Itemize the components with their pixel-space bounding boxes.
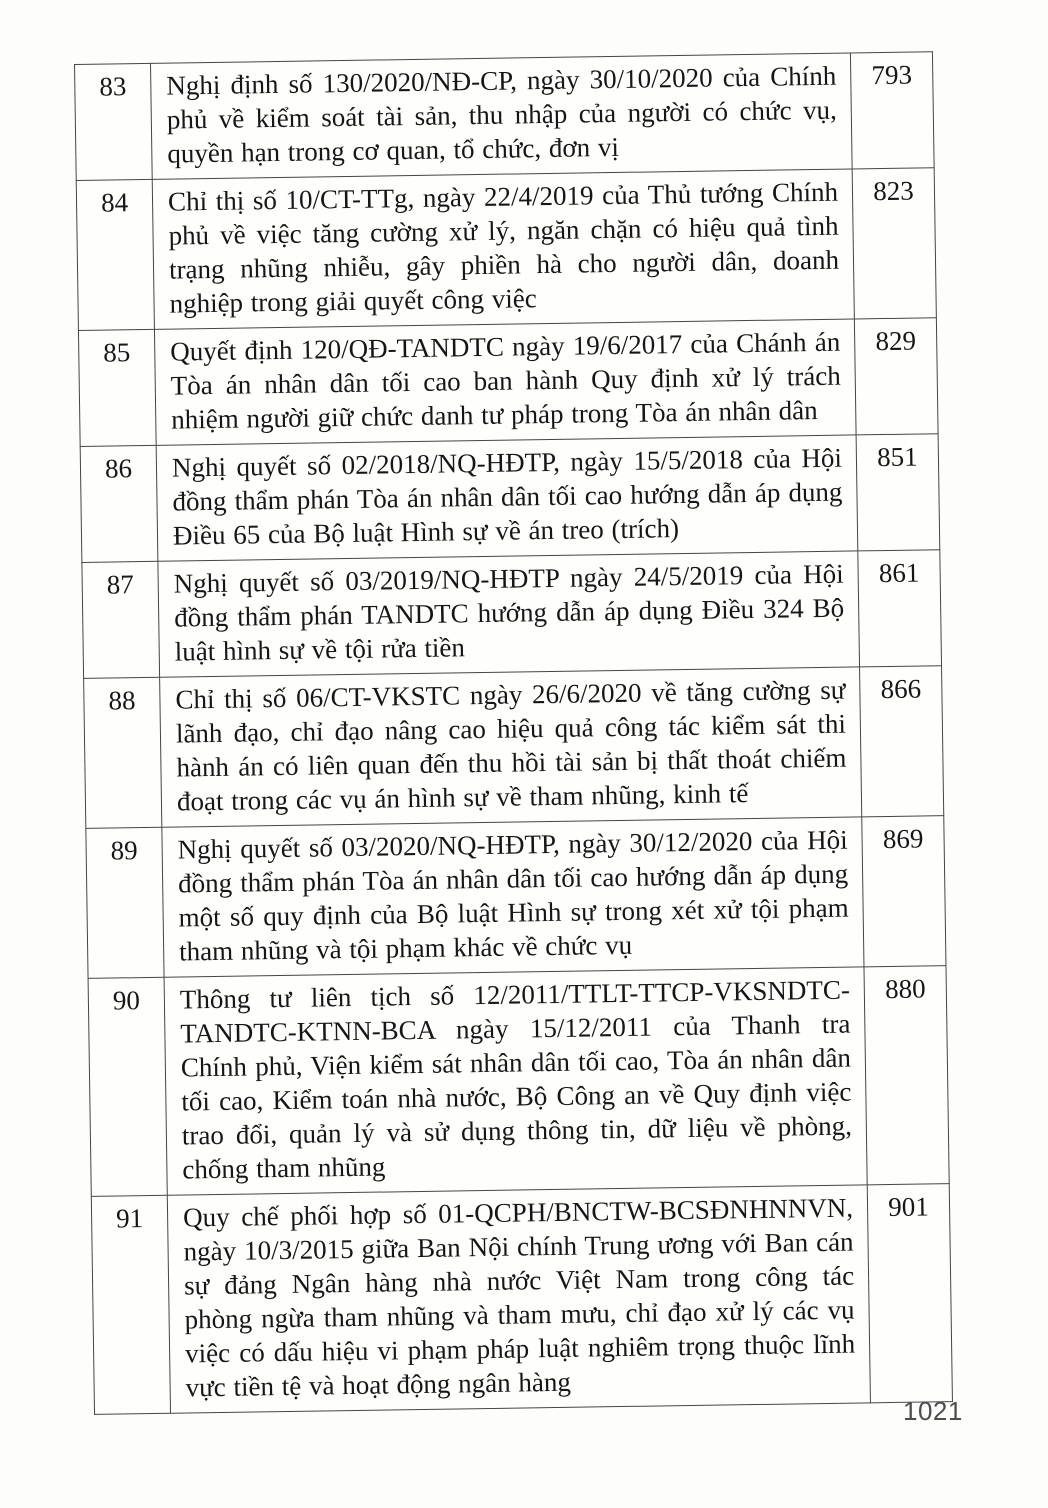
table-row (91, 1184, 952, 1415)
entry-number: 86 (80, 445, 158, 562)
entry-number: 91 (91, 1195, 170, 1414)
table-row (80, 434, 940, 563)
entry-title: Nghị quyết số 02/2018/NQ-HĐTP, ngày 15/5/2018 của Hội đồng thẩm phán Tòa án nhân dân tối cao hướng dẫn áp dụng Điều 65 của Bộ luật Hình sự về án treo (trích) (156, 435, 858, 561)
entry-title: Quy chế phối hợp số 01-QCPH/BNCTW-BCSĐNHNNVN, ngày 10/3/2015 giữa Ban Nội chính Trung ương với Ban cán sự đảng Ngân hàng nhà nước Việt Nam trong công tác phòng ngừa tham nhũng và tham mưu, chỉ đạo xử lý các vụ việc có dấu hiệu vi phạm pháp luật nghiêm trọng thuộc lĩnh vực tiền tệ và hoạt động ngân hàng (167, 1185, 870, 1413)
entry-title: Chỉ thị số 10/CT-TTg, ngày 22/4/2019 của Thủ tướng Chính phủ về việc tăng cường xử lý, ngăn chặn có hiệu quả tình trạng nhũng nhiễu, gây phiền hà cho người dân, doanh nghiệp trong giải quyết công việc (152, 169, 854, 329)
entry-page-number: 861 (858, 550, 942, 667)
table-row (88, 966, 949, 1197)
entry-number: 85 (78, 329, 156, 446)
table-row (75, 52, 935, 181)
toc-table (74, 51, 953, 1415)
entry-page-number: 880 (864, 966, 949, 1185)
entry-page-number: 851 (856, 434, 940, 551)
entry-page-number: 793 (850, 52, 934, 169)
table-row (82, 550, 942, 679)
entry-page-number: 829 (854, 318, 938, 435)
entry-number: 89 (86, 827, 164, 978)
entry-page-number: 901 (867, 1184, 952, 1403)
entry-title: Nghị quyết số 03/2020/NQ-HĐTP, ngày 30/12/2020 của Hội đồng thẩm phán Tòa án nhân dân tối cao hướng dẫn áp dụng một số quy định của Bộ luật Hình sự trong xét xử tội phạm tham nhũng và tội phạm khác về chức vụ (162, 817, 864, 977)
entry-number: 87 (82, 561, 160, 678)
table-row (84, 666, 944, 829)
entry-number: 88 (84, 677, 162, 828)
entry-page-number: 823 (852, 168, 936, 319)
entry-page-number: 866 (860, 666, 944, 817)
entry-number: 90 (88, 977, 167, 1196)
entry-number: 84 (76, 179, 154, 330)
entry-number: 83 (75, 63, 153, 180)
entry-title: Thông tư liên tịch số 12/2011/TTLT-TTCP-VKSNDTC-TANDTC-KTNN-BCA ngày 15/12/2011 của Thanh tra Chính phủ, Viện kiểm sát nhân dân tối cao, Tòa án nhân dân tối cao, Kiểm toán nhà nước, Bộ Công an về Quy định việc trao đổi, quản lý và sử dụng thông tin, dữ liệu về phòng, chống tham nhũng (164, 967, 867, 1195)
entry-title: Nghị định số 130/2020/NĐ-CP, ngày 30/10/2020 của Chính phủ về kiểm soát tài sản, thu nhập của người có chức vụ, quyền hạn trong cơ quan, tổ chức, đơn vị (150, 53, 852, 179)
table-row (86, 816, 946, 979)
page-number: 1021 (903, 1396, 963, 1426)
table-row (78, 318, 938, 447)
entry-title: Quyết định 120/QĐ-TANDTC ngày 19/6/2017 của Chánh án Tòa án nhân dân tối cao ban hành Quy định xử lý trách nhiệm người giữ chức danh tư pháp trong Tòa án nhân dân (154, 319, 856, 445)
entry-title: Nghị quyết số 03/2019/NQ-HĐTP ngày 24/5/2019 của Hội đồng thẩm phán TANDTC hướng dẫn áp dụng Điều 324 Bộ luật hình sự về tội rửa tiền (158, 551, 860, 677)
table-row (76, 168, 936, 331)
entry-page-number: 869 (862, 816, 946, 967)
entry-title: Chỉ thị số 06/CT-VKSTC ngày 26/6/2020 về tăng cường sự lãnh đạo, chỉ đạo nâng cao hiệu quả công tác kiểm sát thi hành án có liên quan đến thu hồi tài sản bị thất thoát chiếm đoạt trong các vụ án hình sự về tham nhũng, kinh tế (160, 667, 862, 827)
